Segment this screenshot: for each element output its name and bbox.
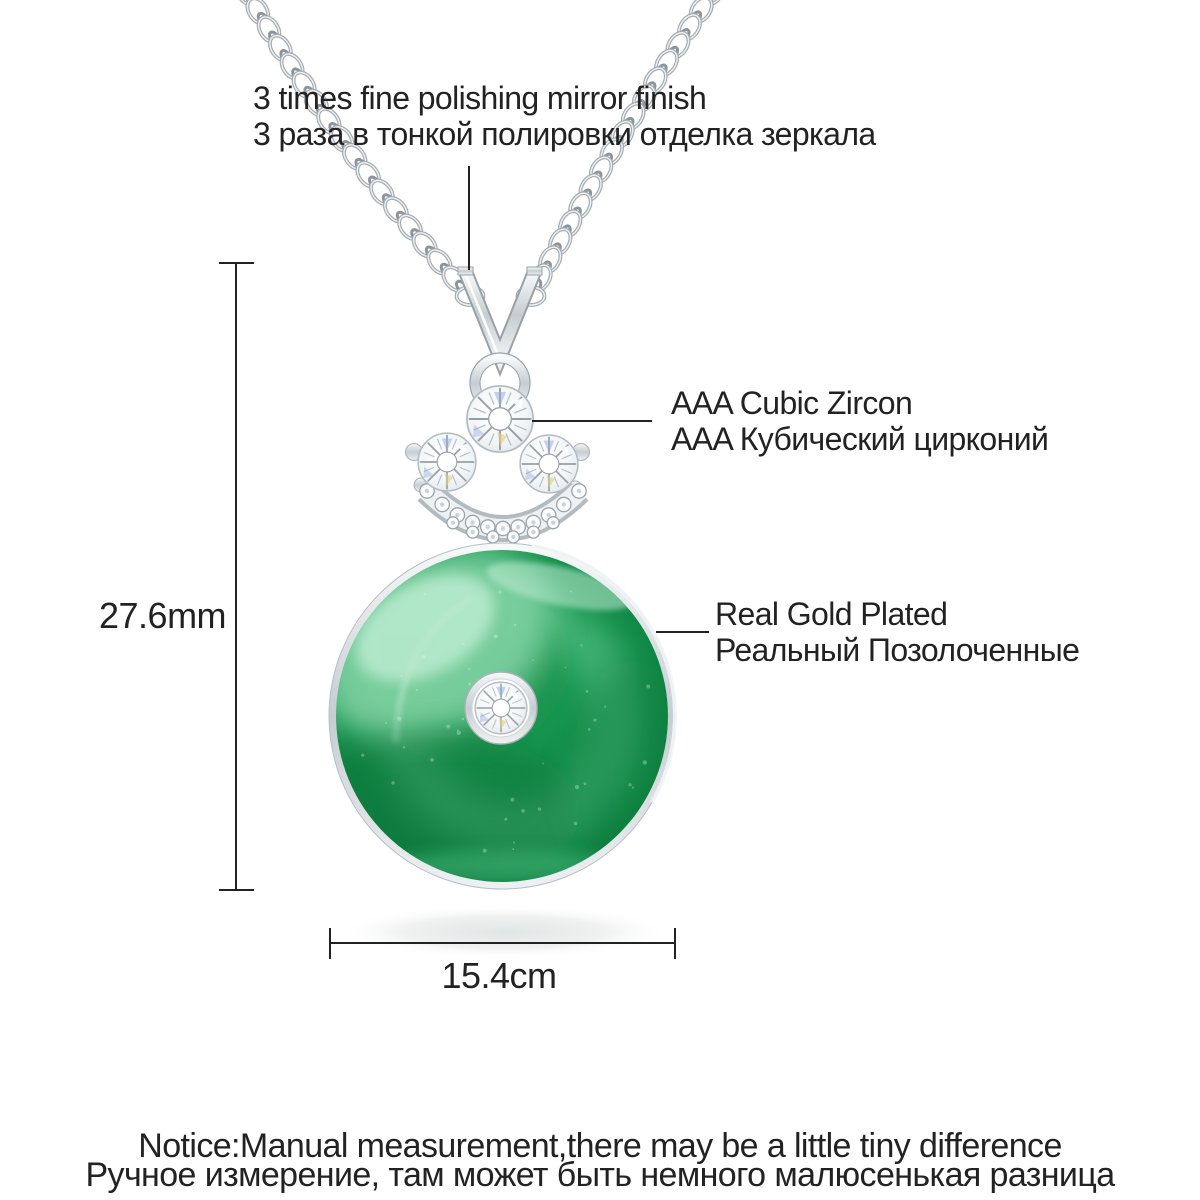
right-zircon-gem: [520, 435, 578, 493]
callout-gold-ru: Реальный Позолоченные: [715, 632, 1080, 668]
width-measurement-label: 15.4cm: [441, 955, 557, 996]
height-measurement-label: 27.6mm: [99, 595, 227, 636]
notice-text: [0, 1127, 1200, 1194]
left-zircon-gem: [418, 433, 476, 491]
height-dimension-line: [219, 263, 254, 890]
notice-text-ru: Ручное измерение, там может быть немного малюсенькая разница: [85, 1156, 1115, 1194]
jade-disc: [280, 509, 692, 892]
callout-gold: [715, 596, 1079, 668]
necklace-chain-left: [232, 0, 483, 305]
zircon-crown: [406, 386, 590, 543]
callout-zircon-en: AAA Cubic Zircon: [671, 385, 913, 421]
top-zircon-gem: [467, 386, 533, 452]
callout-polish-en: 3 times fine polishing mirror finish: [253, 80, 707, 116]
callout-zircon-ru: AAA Кубический цирконий: [671, 421, 1049, 457]
callout-gold-en: Real Gold Plated: [715, 596, 948, 632]
callout-polish: [253, 80, 876, 152]
callout-polish-ru: 3 раза в тонкой полировки отделка зеркала: [253, 116, 876, 152]
pendant-shadow: [334, 905, 674, 959]
necklace-chain-right: [518, 0, 728, 305]
callout-zircon: [671, 385, 1048, 457]
center-zircon-gem: [475, 682, 527, 734]
notice-text-en: Notice:Manual measurement,there may be a little tiny difference: [138, 1127, 1062, 1165]
center-zircon-bezel: [465, 672, 537, 744]
